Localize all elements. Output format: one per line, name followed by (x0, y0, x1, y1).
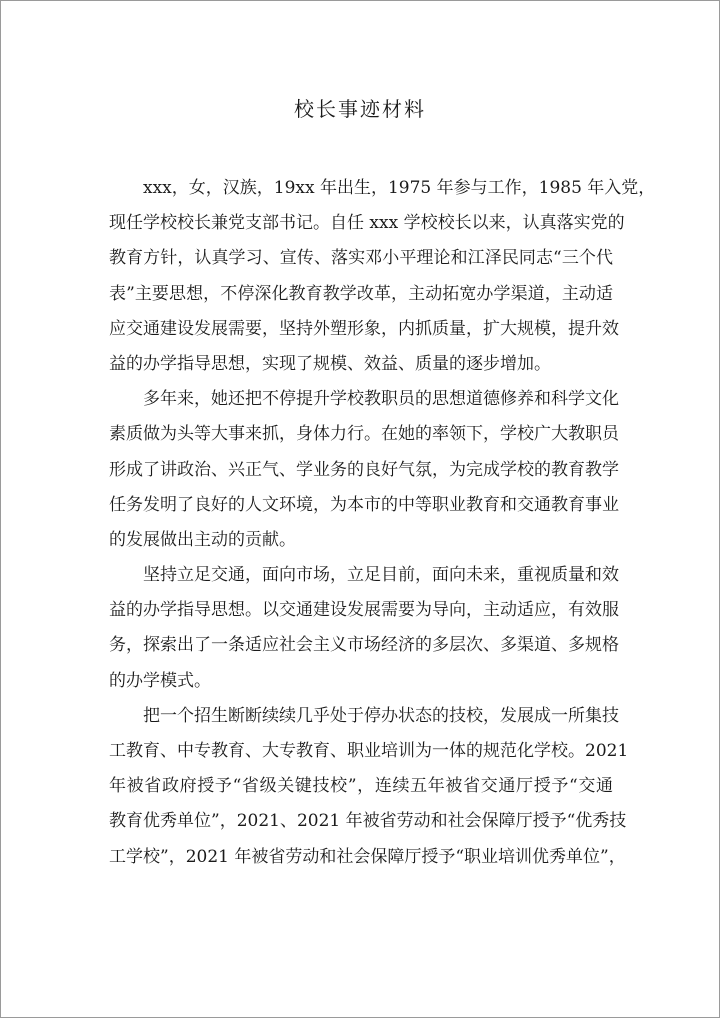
text-line: 表”主要思想，不停深化教育教学改革，主动拓宽办学渠道，主动适 (109, 283, 613, 304)
text-line: 任务发明了良好的人文环境，为本市的中等职业教育和交通教育事业 (109, 494, 619, 515)
text-line: 教育优秀单位”，2021、2021 年被省劳动和社会保障厅授予“优秀技 (109, 811, 627, 832)
text-line: 益的办学指导思想。以交通建设发展需要为导向，主动适应，有效服 (109, 600, 619, 621)
text-line: 的办学模式。 (109, 670, 211, 691)
text-line: 工教育、中专教育、大专教育、职业培训为一体的规范化学校。2021 (109, 741, 629, 761)
document-title: 校长事迹材料 (294, 97, 426, 121)
text-line: 现任学校校长兼党支部书记。自任 xxx 学校校长以来，认真落实党的 (109, 213, 625, 234)
text-line: 的发展做出主动的贡献。 (109, 529, 296, 550)
text-line: 益的办学指导思想，实现了规模、效益、质量的逐步增加。 (109, 353, 551, 374)
text-line: 素质做为头等大事来抓，身体力行。在她的率领下，学校广大教职员 (109, 424, 619, 445)
text-line: 工学校”，2021 年被省劳动和社会保障厅授予“职业培训优秀单位”， (109, 846, 626, 867)
paragraph (109, 699, 629, 875)
text-line: 坚持立足交通，面向市场，立足目前，面向未来，重视质量和效 (143, 565, 619, 586)
text-line: 务，探索出了一条适应社会主义市场经济的多层次、多渠道、多规格 (109, 635, 619, 656)
text-line: 形成了讲政治、兴正气、学业务的良好气氛，为完成学校的教育教学 (109, 459, 619, 480)
text-line: 把一个招生断断续续几乎处于停办状态的技校，发展成一所集技 (143, 705, 619, 726)
text-line: xxx，女，汉族，19xx 年出生，1975 年参与工作，1985 年入党， (143, 178, 656, 198)
paragraph (109, 558, 619, 699)
text-line: 年被省政府授予“省级关键技校”，连续五年被省交通厅授予“交通 (109, 776, 613, 797)
paragraph (109, 382, 619, 558)
document-body (109, 171, 656, 875)
text-line: 多年来，她还把不停提升学校教职员的思想道德修养和科学文化 (143, 389, 619, 410)
text-line: 应交通建设发展需要，坚持外塑形象，内抓质量，扩大规模，提升效 (109, 318, 619, 339)
paragraph (109, 171, 656, 382)
text-line: 教育方针，认真学习、宣传、落实邓小平理论和江泽民同志“三个代 (109, 248, 613, 269)
